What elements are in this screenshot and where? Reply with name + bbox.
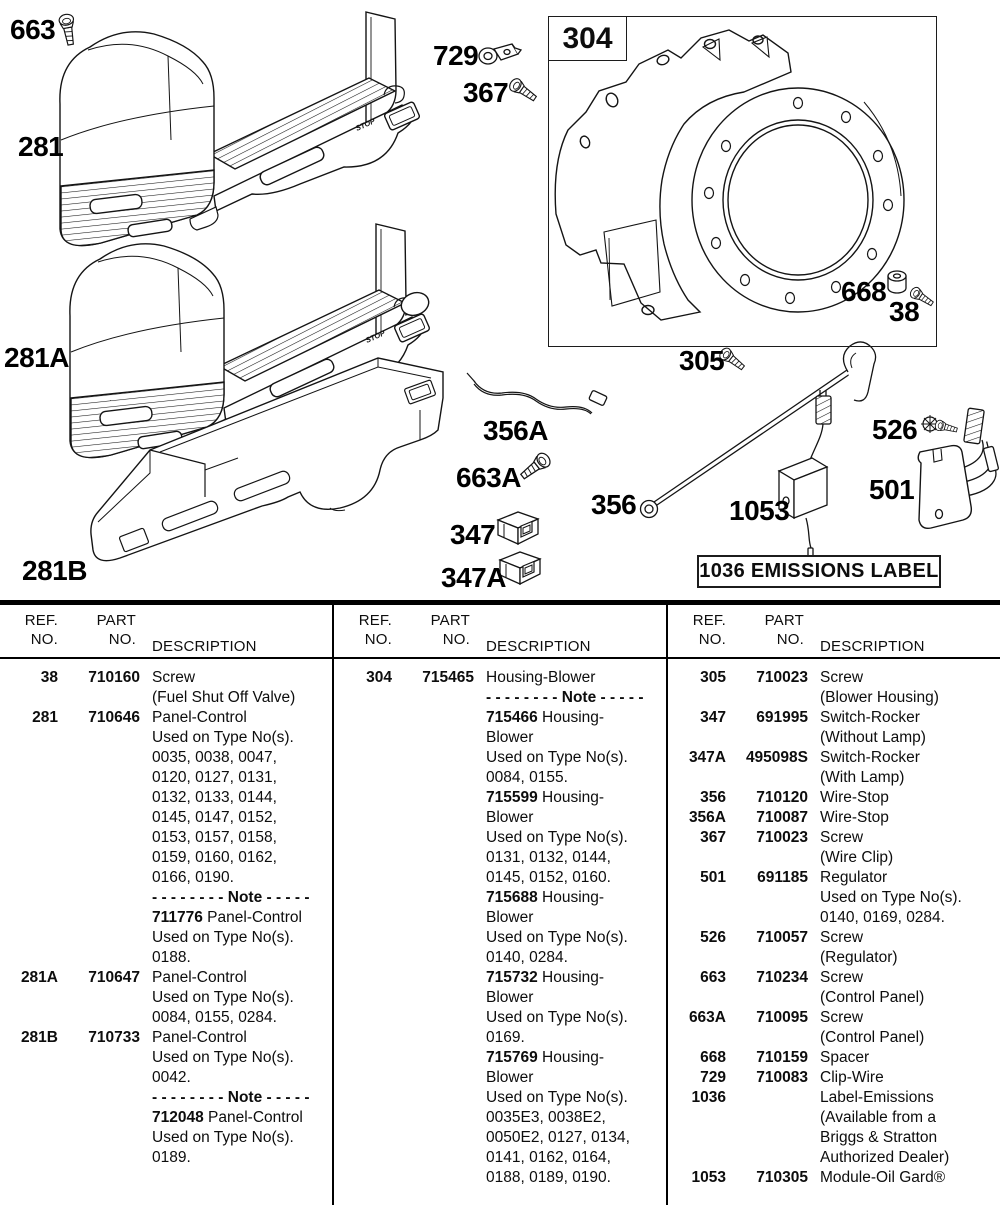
housing-304-label	[548, 16, 627, 61]
description-cell: Screw (Control Panel)	[820, 1009, 925, 1046]
part-no-cell: 710305	[756, 1169, 808, 1186]
callout-1053: 1053	[729, 495, 790, 526]
table-col-1-body	[0, 659, 332, 1168]
part-no-cell: 691185	[757, 869, 808, 886]
description-cell: Regulator Used on Type No(s). 0140, 0169, 0284.	[820, 869, 962, 926]
part-no-cell: 710057	[756, 929, 808, 946]
ref-no-cell: 347	[700, 709, 726, 726]
housing-304-label-text: 304	[562, 21, 613, 55]
callout-305: 305	[679, 345, 725, 376]
part-no-header: PART NO.	[430, 612, 470, 648]
ref-no-header: REF. NO.	[692, 612, 726, 648]
switch-347A-drawing	[500, 552, 540, 584]
part-row	[668, 668, 1000, 708]
description-header: DESCRIPTION	[152, 638, 257, 655]
part-row	[334, 668, 666, 1188]
clip-729-drawing	[479, 44, 521, 64]
description-cell: Clip-Wire	[820, 1069, 884, 1086]
table-col-1	[0, 605, 332, 1205]
table-col-2-body	[334, 659, 666, 1188]
table-header	[0, 605, 332, 659]
part-row	[668, 808, 1000, 828]
callout-347: 347	[450, 519, 496, 550]
emissions-label-box	[697, 555, 941, 588]
wire-stop-356-drawing	[641, 342, 876, 518]
description-header: DESCRIPTION	[486, 638, 591, 655]
ref-no-cell: 1036	[691, 1089, 726, 1106]
description-header: DESCRIPTION	[820, 638, 925, 655]
part-row	[668, 928, 1000, 968]
parts-table	[0, 600, 1000, 1205]
part-no-header: PART NO.	[96, 612, 136, 648]
part-row	[668, 748, 1000, 788]
ref-no-cell: 305	[700, 669, 726, 686]
part-row	[668, 968, 1000, 1008]
panel-281-drawing	[60, 12, 420, 246]
description-cell: Label-Emissions (Available from a Briggs & Stratton Authorized Dealer)	[820, 1089, 950, 1166]
description-cell: Screw (Regulator)	[820, 929, 898, 966]
part-no-cell: 710160	[88, 669, 140, 686]
description-cell: Screw (Wire Clip)	[820, 829, 894, 866]
description-cell: Panel-Control Used on Type No(s). 0042. - - - - - - - - Note - - - - - 712048 Panel-Control Used on Type No(s). 0189.	[152, 1029, 310, 1166]
ref-no-cell: 304	[366, 669, 392, 686]
ref-no-cell: 356	[700, 789, 726, 806]
callout-38: 38	[889, 296, 920, 327]
part-row	[668, 788, 1000, 808]
description-cell: Screw (Blower Housing)	[820, 669, 939, 706]
description-cell: Screw (Control Panel)	[820, 969, 925, 1006]
ref-no-cell: 729	[700, 1069, 726, 1086]
ref-no-cell: 281A	[20, 969, 58, 986]
part-no-cell: 710733	[88, 1029, 140, 1046]
part-row	[0, 1028, 332, 1168]
description-cell: Housing-Blower - - - - - - - - Note - - - - - 715466 Housing- Blower Used on Type No(s). 0084, 0155. 715599 Housing- Blower Used on Type No(s). 0131, 0132, 0144, 0145, 0152, 0160. 715688 Housing- Blower Used on Type No(s). 0140, 0284. 715732 Housing- Blower Used on Type No(s). 0169. 715769 Housing- Blower Used on Type No(s). 0035E3, 0038E2, 0050E2, 0127, 0134, 0141, 0162, 0164, 0188, 0189, 0190.	[486, 669, 644, 1186]
ref-no-cell: 356A	[688, 809, 726, 826]
part-row	[668, 828, 1000, 868]
ref-no-header: REF. NO.	[24, 612, 58, 648]
part-row	[0, 708, 332, 968]
part-no-cell: 710023	[756, 829, 808, 846]
ref-no-cell: 526	[700, 929, 726, 946]
callout-281: 281	[18, 131, 64, 162]
part-no-cell: 710646	[88, 709, 140, 726]
callout-356A: 356A	[483, 415, 548, 446]
ref-no-cell: 663A	[688, 1009, 726, 1026]
part-no-cell: 710120	[756, 789, 808, 806]
part-no-cell: 715465	[422, 669, 474, 686]
ref-no-cell: 281B	[20, 1029, 58, 1046]
screw-663A-drawing	[518, 451, 553, 483]
table-header	[334, 605, 666, 659]
table-col-3-body	[668, 659, 1000, 1188]
callout-526: 526	[872, 414, 918, 445]
description-cell: Spacer	[820, 1049, 870, 1066]
part-row	[668, 1048, 1000, 1068]
ref-no-cell: 668	[700, 1049, 726, 1066]
description-cell: Screw (Fuel Shut Off Valve)	[152, 669, 296, 706]
table-col-3	[666, 605, 1000, 1205]
wire-356A-drawing	[467, 373, 607, 414]
description-cell: Panel-Control Used on Type No(s). 0035, 0038, 0047, 0120, 0127, 0131, 0132, 0133, 0144, 0145, 0147, 0152, 0153, 0157, 0158, 0159, 0160, 0162, 0166, 0190. - - - - - - - - Note - - - - - 711776 Panel-Control Used on Type No(s). 0188.	[152, 709, 310, 966]
illustration-area	[0, 0, 1000, 600]
description-cell: Panel-Control Used on Type No(s). 0084, 0155, 0284.	[152, 969, 294, 1026]
callout-668: 668	[841, 276, 887, 307]
description-cell: Wire-Stop	[820, 789, 889, 806]
part-no-cell	[726, 1088, 808, 1168]
callout-281B: 281B	[22, 555, 87, 586]
screw-663-drawing	[58, 13, 77, 46]
ref-no-cell: 38	[40, 669, 58, 686]
part-no-cell: 710083	[756, 1069, 808, 1086]
part-row	[668, 708, 1000, 748]
part-no-cell: 710087	[756, 809, 808, 826]
part-no-cell: 691995	[756, 709, 808, 726]
part-row	[668, 1008, 1000, 1048]
screw-526-drawing	[921, 415, 958, 435]
callout-663: 663	[10, 14, 56, 45]
description-cell: Wire-Stop	[820, 809, 889, 826]
ref-no-cell: 367	[700, 829, 726, 846]
part-row	[668, 1088, 1000, 1168]
screw-367-drawing	[507, 76, 538, 104]
part-row	[0, 968, 332, 1028]
ref-no-cell: 663	[700, 969, 726, 986]
part-no-cell: 495098S	[745, 749, 808, 766]
table-col-2	[332, 605, 666, 1205]
part-row	[668, 1168, 1000, 1188]
callout-347A: 347A	[441, 562, 506, 593]
part-row	[668, 868, 1000, 928]
part-no-cell: 710023	[756, 669, 808, 686]
part-row	[0, 668, 332, 708]
ref-no-header: REF. NO.	[358, 612, 392, 648]
module-1053-drawing	[779, 390, 831, 562]
description-cell: Switch-Rocker (With Lamp)	[820, 749, 920, 786]
part-row	[668, 1068, 1000, 1088]
callout-663A: 663A	[456, 462, 521, 493]
ref-no-cell: 1053	[691, 1169, 726, 1186]
ref-no-cell: 281	[32, 709, 58, 726]
part-no-cell: 710159	[756, 1049, 808, 1066]
part-no-header: PART NO.	[764, 612, 804, 648]
callout-729: 729	[433, 40, 479, 71]
part-no-cell: 710234	[756, 969, 808, 986]
emissions-label-text: 1036 EMISSIONS LABEL	[699, 560, 939, 582]
switch-347-drawing	[498, 512, 538, 544]
callout-281A: 281A	[4, 342, 69, 373]
ref-no-cell: 347A	[688, 749, 726, 766]
part-no-cell: 710647	[88, 969, 140, 986]
ref-no-cell: 501	[700, 869, 726, 886]
table-header	[668, 605, 1000, 659]
description-cell: Switch-Rocker (Without Lamp)	[820, 709, 926, 746]
callout-356: 356	[591, 489, 637, 520]
callout-367: 367	[463, 77, 509, 108]
part-no-cell: 710095	[756, 1009, 808, 1026]
description-cell: Module-Oil Gard®	[820, 1169, 946, 1186]
callout-501: 501	[869, 474, 915, 505]
